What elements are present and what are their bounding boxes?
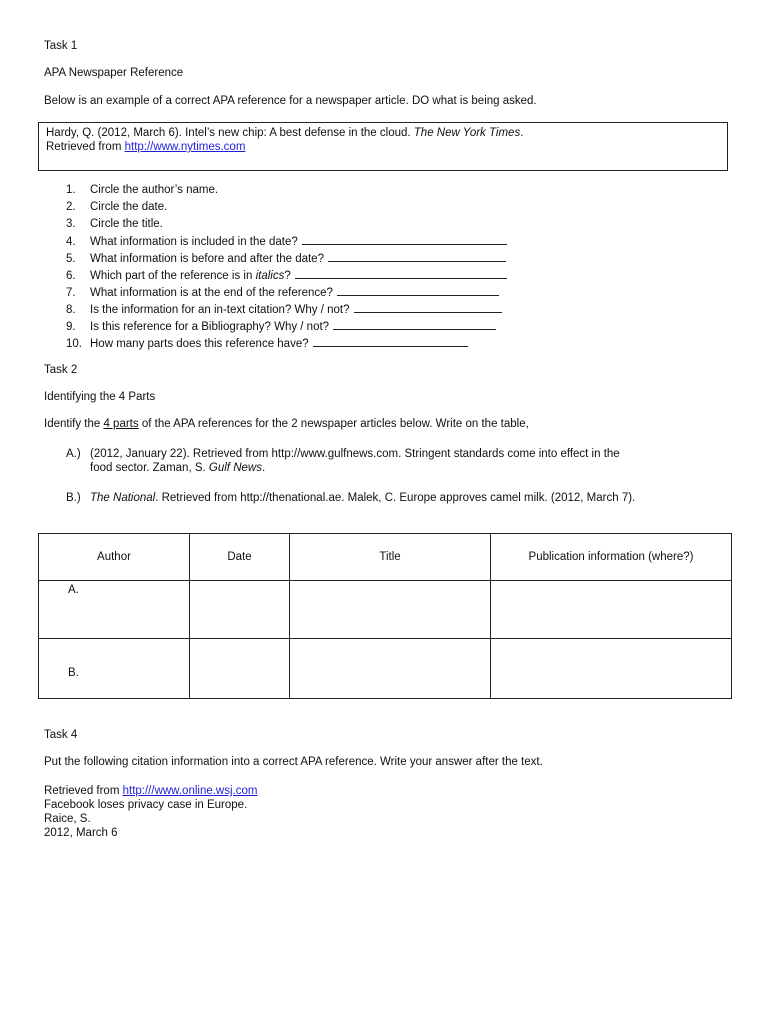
- nytimes-link[interactable]: http://www.nytimes.com: [124, 141, 246, 153]
- question-number: 7.: [66, 287, 76, 299]
- task4-citation-lines: [44, 784, 257, 840]
- reference-a-source: Gulf News: [208, 462, 262, 474]
- question-text: Circle the date.: [90, 201, 168, 213]
- table-row-a: [39, 581, 732, 639]
- answer-blank[interactable]: [295, 267, 507, 279]
- answer-blank[interactable]: [333, 318, 496, 330]
- question-2: [44, 199, 507, 216]
- question-number: 6.: [66, 270, 76, 282]
- question-1: [44, 182, 507, 199]
- task4-instruction: Put the following citation information into a correct APA reference. Write your answer after the text.: [44, 756, 543, 768]
- reference-a-line1: (2012, January 22). Retrieved from http://www.gulfnews.com. Stringent standards come into effect in the: [90, 448, 620, 460]
- cell-a-publication[interactable]: [491, 581, 732, 639]
- question-text: Is this reference for a Bibliography? Why / not?: [90, 321, 330, 333]
- question-number: 8.: [66, 304, 76, 316]
- cell-b-date[interactable]: [190, 639, 290, 699]
- task4-heading: Task 4: [44, 729, 78, 741]
- task4-author-line: Raice, S.: [44, 813, 91, 825]
- example-reference-line2: [46, 140, 720, 154]
- task2-instruction-pre: Identify the: [44, 418, 104, 430]
- question-text-pre: Which part of the reference is in: [90, 270, 256, 282]
- answer-blank[interactable]: [328, 250, 506, 262]
- table-header-row: [39, 534, 732, 581]
- question-text: Circle the title.: [90, 218, 163, 230]
- task4-title-line: Facebook loses privacy case in Europe.: [44, 799, 248, 811]
- reference-b-rest: . Retrieved from http://thenational.ae. Malek, C. Europe approves camel milk. (2012, March 7).: [155, 492, 636, 504]
- wsj-link[interactable]: http:///www.online.wsj.com: [122, 785, 258, 797]
- cell-b-author[interactable]: [39, 639, 190, 699]
- task1-instruction: Below is an example of a correct APA reference for a newspaper article. DO what is being asked.: [44, 95, 537, 107]
- question-text: Circle the author’s name.: [90, 184, 219, 196]
- reference-b-source: The National: [90, 492, 156, 504]
- answer-blank[interactable]: [337, 284, 499, 296]
- task1-question-list: [44, 182, 507, 352]
- row-label-b: B.: [68, 666, 79, 679]
- cell-a-author[interactable]: [39, 581, 190, 639]
- question-number: 1.: [66, 184, 76, 196]
- question-number: 4.: [66, 236, 76, 248]
- four-parts-table: [38, 533, 732, 699]
- question-6: [44, 267, 507, 284]
- question-7: [44, 284, 507, 301]
- question-10: [44, 335, 507, 352]
- question-text: What information is at the end of the reference?: [90, 287, 333, 299]
- table-row-b: [39, 639, 732, 699]
- example-reference-line1: [46, 126, 720, 140]
- example-retrieved-label: Retrieved from: [46, 141, 125, 153]
- task4-retrieved-label: Retrieved from: [44, 785, 123, 797]
- cell-b-title[interactable]: [290, 639, 491, 699]
- question-3: [44, 216, 507, 233]
- cell-a-date[interactable]: [190, 581, 290, 639]
- question-number: 10.: [66, 338, 82, 350]
- task4-date-line: 2012, March 6: [44, 827, 118, 839]
- question-8: [44, 301, 507, 318]
- task2-instruction: [44, 418, 529, 430]
- question-text: Is the information for an in-text citation? Why / not?: [90, 304, 350, 316]
- question-number: 9.: [66, 321, 76, 333]
- header-date: Date: [190, 534, 290, 581]
- task2-instruction-post: of the APA references for the 2 newspaper articles below. Write on the table,: [138, 418, 529, 430]
- task1-subheading: APA Newspaper Reference: [44, 67, 184, 79]
- reference-a-period: .: [261, 462, 266, 474]
- row-label-a: A.: [68, 584, 79, 596]
- question-number: 3.: [66, 218, 76, 230]
- question-9: [44, 318, 507, 335]
- question-number: 5.: [66, 253, 76, 265]
- reference-b-label: B.): [66, 492, 81, 504]
- header-author: Author: [39, 534, 190, 581]
- example-reference-box: [38, 122, 728, 171]
- cell-a-title[interactable]: [290, 581, 491, 639]
- question-text: How many parts does this reference have?: [90, 338, 309, 350]
- task2-instruction-underlined: 4 parts: [103, 418, 139, 430]
- question-4: [44, 233, 507, 250]
- example-reference-period: .: [520, 127, 524, 139]
- reference-a: [66, 447, 620, 475]
- cell-b-publication[interactable]: [491, 639, 732, 699]
- question-number: 2.: [66, 201, 76, 213]
- reference-a-label: A.): [66, 448, 81, 460]
- question-5: [44, 250, 507, 267]
- example-reference-source: The New York Times: [413, 127, 521, 139]
- answer-blank[interactable]: [354, 301, 502, 313]
- answer-blank[interactable]: [313, 335, 468, 347]
- task2-heading: Task 2: [44, 364, 78, 376]
- question-text-post: ?: [284, 270, 291, 282]
- header-publication: Publication information (where?): [491, 534, 732, 581]
- reference-a-line2: food sector. Zaman, S.: [90, 462, 209, 474]
- header-title: Title: [290, 534, 491, 581]
- reference-b: [66, 491, 635, 505]
- example-reference-text: Hardy, Q. (2012, March 6). Intel’s new chip: A best defense in the cloud.: [46, 127, 414, 139]
- question-text: What information is before and after the date?: [90, 253, 324, 265]
- task1-heading: Task 1: [44, 40, 78, 52]
- answer-blank[interactable]: [302, 233, 507, 245]
- question-text: What information is included in the date?: [90, 236, 298, 248]
- task2-subheading: Identifying the 4 Parts: [44, 391, 156, 403]
- question-text-italic: italics: [255, 270, 285, 282]
